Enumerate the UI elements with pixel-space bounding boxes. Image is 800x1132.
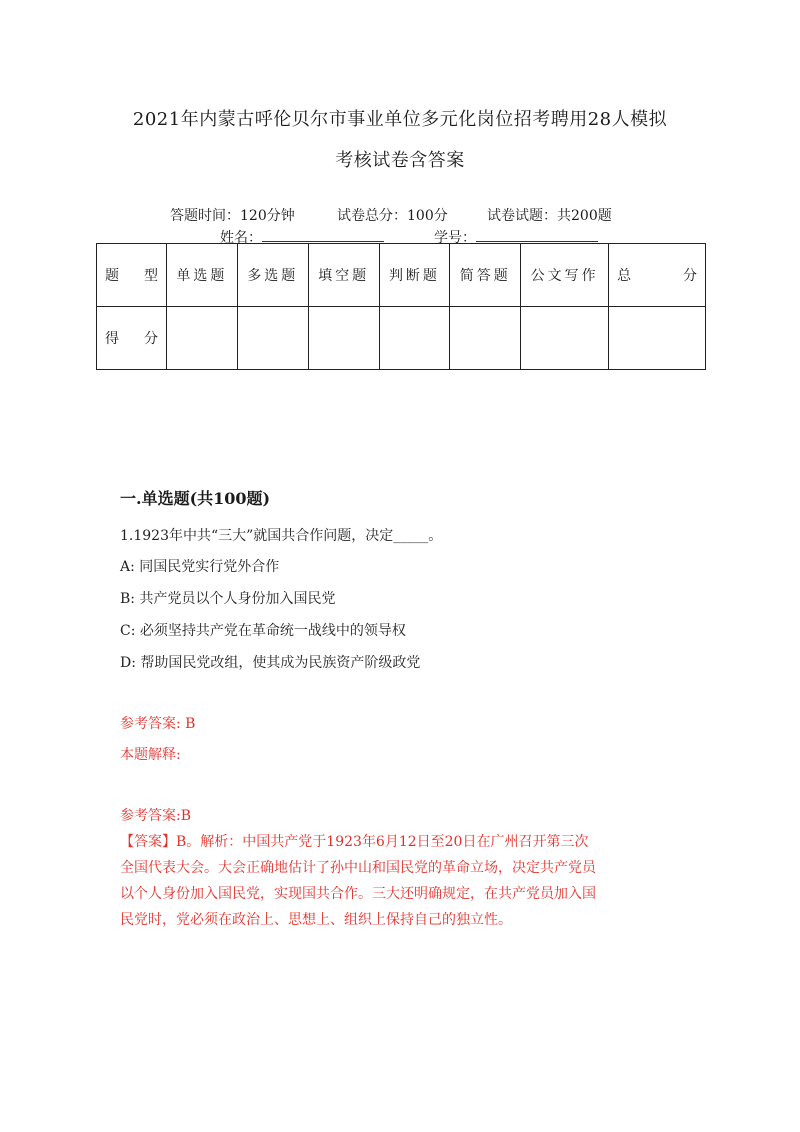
explanation-line: 民党时，党必须在政治上、思想上、组织上保持自己的独立性。: [120, 912, 512, 928]
score-cell: [521, 307, 609, 370]
name-blank: [262, 227, 384, 242]
exam-question-count: 试卷试题：共200题: [487, 208, 612, 224]
score-cell: [609, 307, 706, 370]
section-heading: 一.单选题(共100题): [120, 489, 271, 508]
score-cell: [308, 307, 379, 370]
option-c: C: 必须坚持共产党在革命统一战线中的领导权: [120, 623, 406, 639]
score-table-score-row: [97, 307, 706, 370]
col-total: 总 分: [609, 244, 706, 307]
row-label-score: 得 分: [97, 307, 167, 370]
col-fill-blank: 填空题: [308, 244, 379, 307]
reference-answer: 参考答案: B: [120, 716, 196, 732]
option-b: B: 共产党员以个人身份加入国民党: [120, 591, 336, 607]
question-stem: 1.1923年中共“三大”就国共合作问题，决定_____。: [120, 528, 443, 544]
col-true-false: 判断题: [379, 244, 450, 307]
reference-answer-2: 参考答案:B: [120, 808, 192, 824]
explanation-line: 以个人身份加入国民党，实现国共合作。三大还明确规定，在共产党员加入国: [120, 886, 596, 902]
col-multi-choice: 多选题: [237, 244, 308, 307]
exam-title-line2: 考核试卷含答案: [335, 150, 465, 171]
score-table: [96, 243, 706, 370]
explanation-line: 全国代表大会。大会正确地估计了孙中山和国民党的革命立场，决定共产党员: [120, 860, 596, 876]
explanation-label: 本题解释:: [120, 747, 181, 763]
explanation-line: 【答案】B。解析：中国共产党于1923年6月12日至20日在广州召开第三次: [120, 834, 589, 850]
score-cell: [237, 307, 308, 370]
exam-title-line1: 2021年内蒙古呼伦贝尔市事业单位多元化岗位招考聘用28人模拟: [132, 109, 668, 130]
id-blank: [476, 227, 598, 242]
score-cell: [450, 307, 521, 370]
explanation-text: [120, 829, 680, 933]
score-cell: [166, 307, 237, 370]
score-cell: [379, 307, 450, 370]
col-short-answer: 简答题: [450, 244, 521, 307]
col-single-choice: 单选题: [166, 244, 237, 307]
option-a: A: 同国民党实行党外合作: [120, 559, 280, 575]
exam-total-score: 试卷总分：100分: [337, 208, 448, 224]
col-official-writing: 公文写作: [521, 244, 609, 307]
id-label: 学号：: [434, 230, 476, 246]
row-label-type: 题 型: [97, 244, 167, 307]
option-d: D: 帮助国民党改组，使其成为民族资产阶级政党: [120, 655, 421, 671]
exam-time: 答题时间：120分钟: [170, 208, 295, 224]
score-table-header-row: [97, 244, 706, 307]
name-label: 姓名：: [220, 230, 262, 246]
